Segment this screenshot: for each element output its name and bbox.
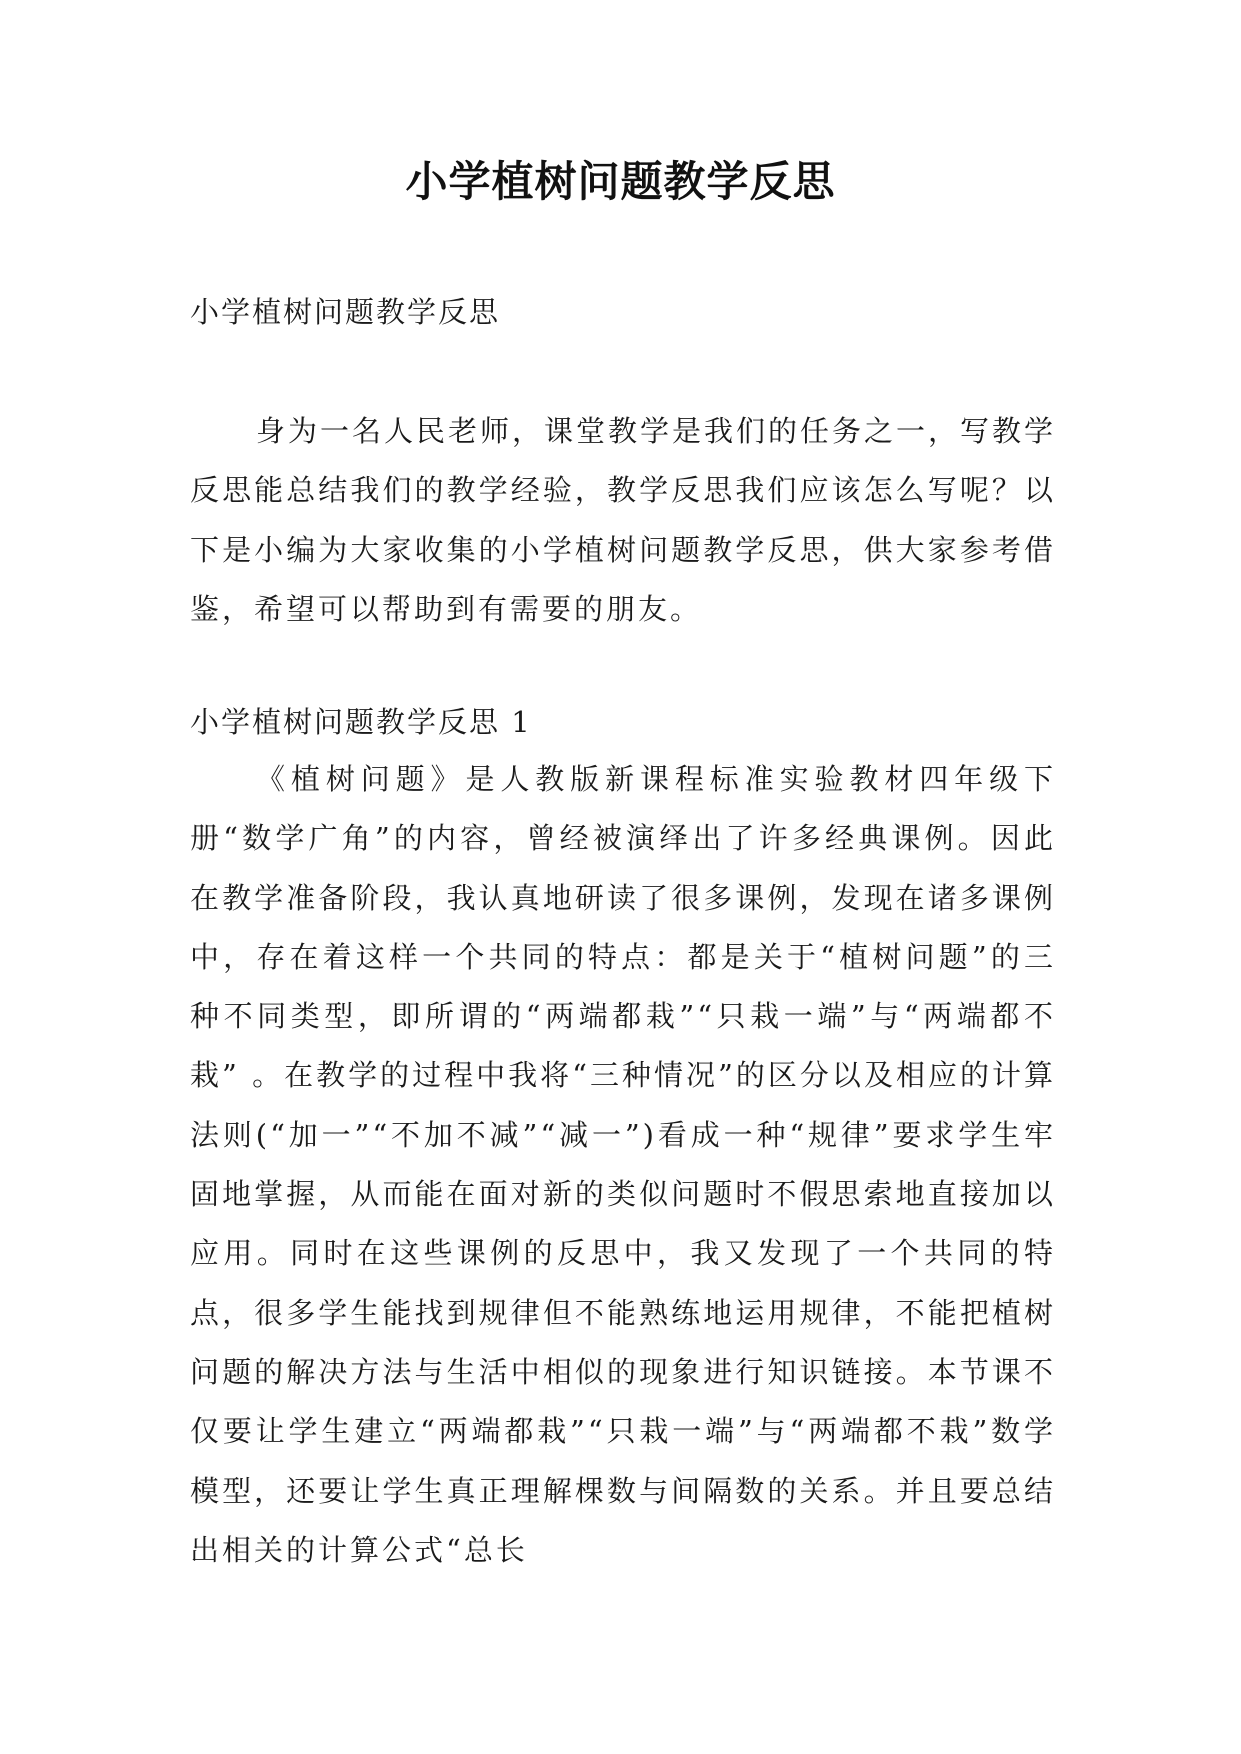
document-subtitle: 小学植树问题教学反思 (190, 295, 501, 329)
section-heading: 小学植树问题教学反思 1 (190, 705, 532, 739)
document-title: 小学植树问题教学反思 (405, 157, 836, 206)
section-body-block (190, 750, 1056, 1580)
intro-paragraph-block (190, 402, 1056, 639)
intro-paragraph: 身为一名人民老师，课堂教学是我们的任务之一，写教学反思能总结我们的教学经验，教学反思我们应该怎么写呢？以下是小编为大家收集的小学植树问题教学反思，供大家参考借鉴，希望可以帮助到有需要的朋友。 (190, 414, 1057, 626)
section-paragraph: 《植树问题》是人教版新课程标准实验教材四年级下册“数学广角”的内容，曾经被演绎出了许多经典课例。因此在教学准备阶段，我认真地研读了很多课例，发现在诸多课例中，存在着这样一个共同的特点：都是关于“植树问题”的三种不同类型，即所谓的“两端都栽”“只栽一端”与“两端都不栽” 。在教学的过程中我将“三种情况”的区分以及相应的计算法则(“加一”“不加不减”“减一”)看成一种“规律”要求学生牢固地掌握，从而能在面对新的类似问题时不假思索地直接加以应用。同时在这些课例的反思中，我又发现了一个共同的特点，很多学生能找到规律但不能熟练地运用规律，不能把植树问题的解决方法与生活中相似的现象进行知识链接。本节课不仅要让学生建立“两端都栽”“只栽一端”与“两端都不栽”数学模型，还要让学生真正理解棵数与间隔数的关系。并且要总结出相关的计算公式“总长 (190, 762, 1056, 1567)
